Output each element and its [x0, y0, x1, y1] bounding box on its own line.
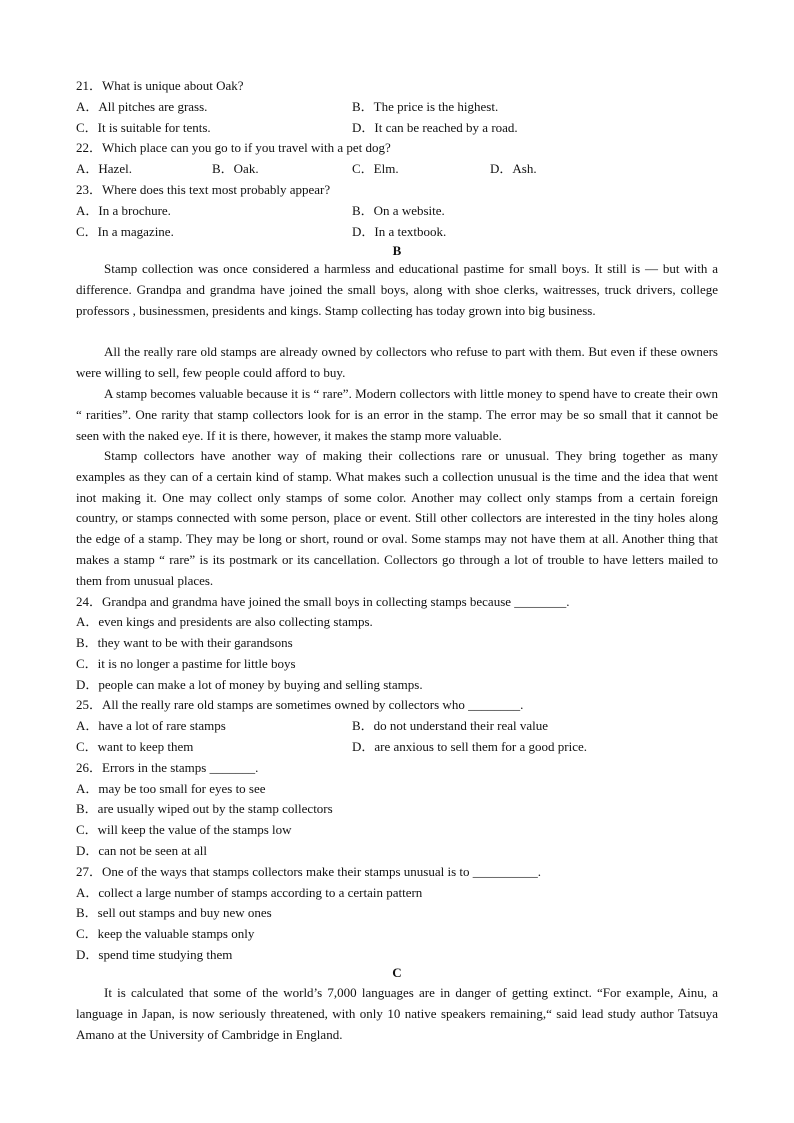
- section-b-heading: B: [392, 243, 402, 258]
- question-21-option-c: C．It is suitable for tents.: [76, 120, 211, 135]
- question-23-stem: 23．Where does this text most probably appear?: [76, 182, 331, 197]
- question-27-stem: 27．One of the ways that stamps collectors make their stamps unusual is to __________.: [76, 864, 542, 879]
- question-26-option-b: B．are usually wiped out by the stamp collectors: [76, 801, 333, 816]
- question-22-option-a: A．Hazel.: [76, 161, 132, 176]
- question-26-option-c: C．will keep the value of the stamps low: [76, 822, 292, 837]
- question-23-option-a: A．In a brochure.: [76, 203, 171, 218]
- question-25-option-b: B．do not understand their real value: [352, 718, 549, 733]
- question-25-option-d: D．are anxious to sell them for a good price.: [352, 739, 588, 754]
- question-22-option-c: C．Elm.: [352, 161, 399, 176]
- question-24-option-c: C．it is no longer a pastime for little boys: [76, 656, 296, 671]
- question-22-option-b: B．Oak.: [212, 161, 259, 176]
- question-27-option-d: D．spend time studying them: [76, 947, 233, 962]
- question-24-option-a: A．even kings and presidents are also collecting stamps.: [76, 614, 373, 629]
- question-27-option-c: C．keep the valuable stamps only: [76, 926, 255, 941]
- question-21-stem: 21．What is unique about Oak?: [76, 78, 244, 93]
- question-24-stem: 24．Grandpa and grandma have joined the small boys in collecting stamps because ________.: [76, 594, 570, 609]
- question-23-option-b: B．On a website.: [352, 203, 445, 218]
- question-24-option-d: D．people can make a lot of money by buying and selling stamps.: [76, 677, 423, 692]
- question-22-option-d: D．Ash.: [490, 161, 537, 176]
- question-23-option-d: D．In a textbook.: [352, 224, 447, 239]
- question-25-stem: 25．All the really rare old stamps are sometimes owned by collectors who ________.: [76, 697, 524, 712]
- section-c-heading: C: [392, 965, 402, 980]
- question-26-stem: 26．Errors in the stamps _______.: [76, 760, 259, 775]
- question-24-option-b: B．they want to be with their garandsons: [76, 635, 293, 650]
- question-22-stem: 22．Which place can you go to if you travel with a pet dog?: [76, 140, 391, 155]
- question-25-option-a: A．have a lot of rare stamps: [76, 718, 226, 733]
- passage-b-paragraph-2: All the really rare old stamps are already owned by collectors who refuse to part with them. But even if these owners were willing to sell, few people could afford to buy.: [76, 344, 718, 380]
- question-26-option-d: D．can not be seen at all: [76, 843, 208, 858]
- question-21-option-d: D．It can be reached by a road.: [352, 120, 518, 135]
- question-21-option-b: B．The price is the highest.: [352, 99, 499, 114]
- question-23-option-c: C．In a magazine.: [76, 224, 174, 239]
- question-21-option-a: A．All pitches are grass.: [76, 99, 208, 114]
- passage-b-paragraph-4: Stamp collectors have another way of making their collections rare or unusual. They bring together as many examples as they can of a certain kind of stamp. What makes such a collection unusual is the time and the idea that went inot making it. One may collect only stamps of some color. Another may collect only stamps from a certain foreign country, or stamps connected with some person, place or event. Still other collectors are interested in the tiny holes along the edge of a stamp. They may be long or short, round or oval. Some stamps may not have them at all. Another thing that makes a stamp “ rare” is its postmark or its cancellation. Collectors go through a lot of trouble to have letters mailed to them from unusual places.: [76, 448, 718, 588]
- passage-b-paragraph-1: Stamp collection was once considered a harmless and educational pastime for small boys. It still is — but with a difference. Grandpa and grandma have joined the small boys, along with shoe clerks, waitresses, truck drivers, college professors , businessmen, presidents and kings. Stamp collecting has today grown into big business.: [76, 261, 718, 318]
- passage-b-paragraph-3: A stamp becomes valuable because it is “ rare”. Modern collectors with little money to spend have to create their own “ rarities”. One rarity that stamp collectors look for is an error in the stamp. The error may be so small that it cannot be seen with the naked eye. If it is there, however, it makes the stamp more valuable.: [76, 386, 718, 443]
- question-25-option-c: C．want to keep them: [76, 739, 194, 754]
- question-27-option-b: B．sell out stamps and buy new ones: [76, 905, 272, 920]
- question-27-option-a: A．collect a large number of stamps according to a certain pattern: [76, 885, 423, 900]
- question-26-option-a: A．may be too small for eyes to see: [76, 781, 266, 796]
- passage-c-paragraph-1: It is calculated that some of the world’s 7,000 languages are in danger of getting extinct. “For example, Ainu, a language in Japan, is now seriously threatened, with only 10 native speakers remaining,“ said lead study author Tatsuya Amano at the University of Cambridge in England.: [76, 985, 718, 1042]
